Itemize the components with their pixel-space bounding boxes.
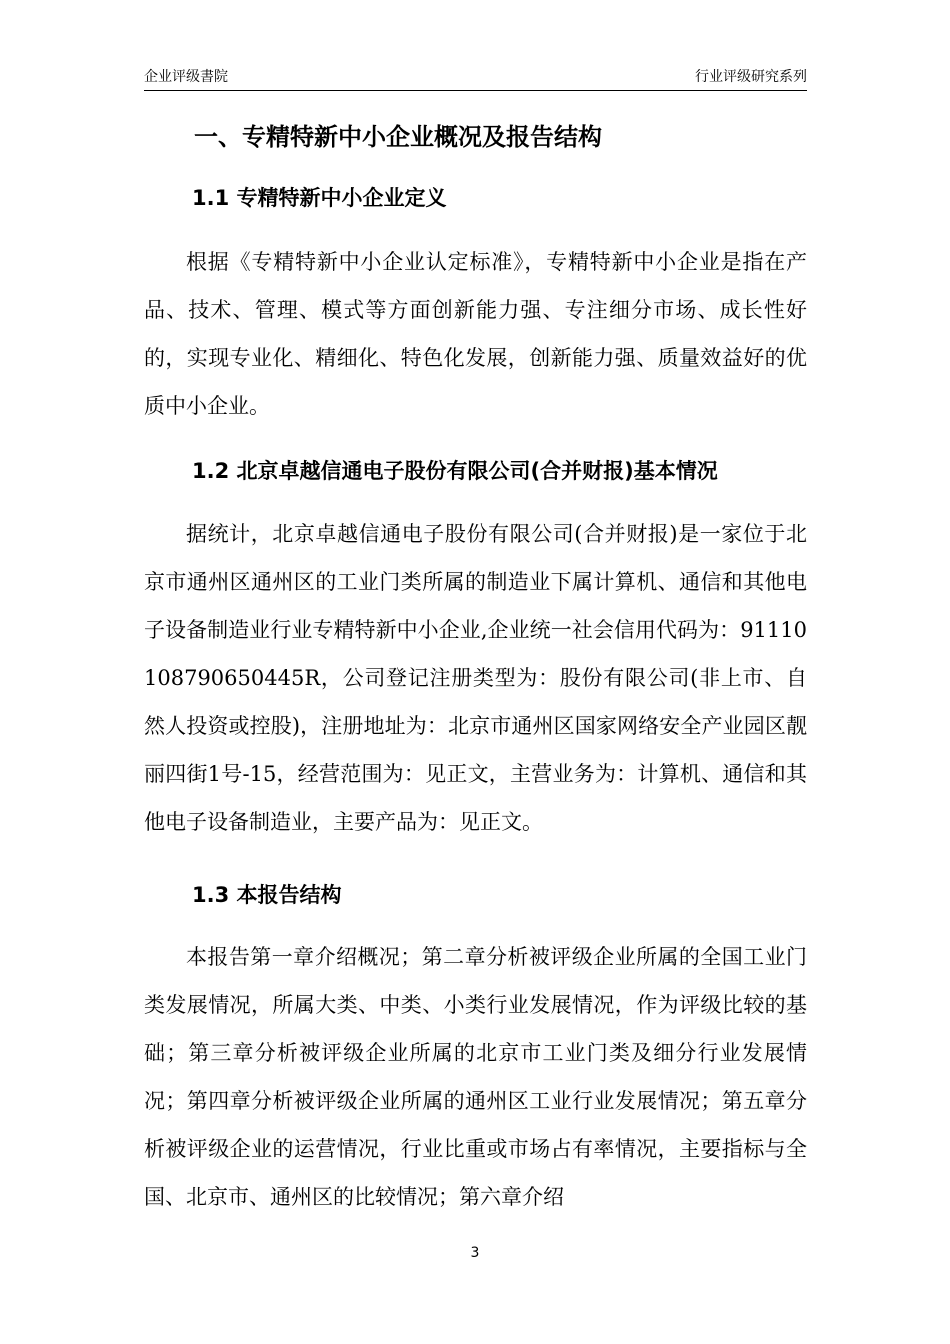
section-1-title: 一、专精特新中小企业概况及报告结构	[194, 123, 602, 151]
page-number: 3	[470, 1245, 480, 1261]
header-left-text: 企业评级書院	[144, 69, 228, 85]
header-right-text: 行业评级研究系列	[695, 69, 807, 85]
section-1-3-paragraph: 本报告第一章介绍概况；第二章分析被评级企业所属的全国工业门类发展情况，所属大类、中类、小类行业发展情况，作为评级比较的基础；第三章分析被评级企业所属的北京市工业门类及细分行业发展情况；第四章分析被评级企业所属的通州区工业行业发展情况；第五章分析被评级企业的运营情况，行业比重或市场占有率情况，主要指标与全国、北京市、通州区的比较情况；第六章介绍	[144, 945, 807, 1209]
page-header	[144, 66, 807, 91]
section-1-1-title: 1.1 专精特新中小企业定义	[192, 186, 447, 210]
section-1-1-paragraph: 根据《专精特新中小企业认定标准》，专精特新中小企业是指在产品、技术、管理、模式等方面创新能力强、专注细分市场、成长性好的，实现专业化、精细化、特色化发展，创新能力强、质量效益好的优质中小企业。	[144, 250, 807, 418]
section-1-2-title: 1.2 北京卓越信通电子股份有限公司(合并财报)基本情况	[192, 459, 718, 483]
section-1-2-paragraph: 据统计，北京卓越信通电子股份有限公司(合并财报)是一家位于北京市通州区通州区的工业门类所属的制造业下属计算机、通信和其他电子设备制造业行业专精特新中小企业,企业统一社会信用代码为：91110108790650445R，公司登记注册类型为：股份有限公司(非上市、自然人投资或控股)，注册地址为：北京市通州区国家网络安全产业园区靓丽四街1号-15，经营范围为：见正文，主营业务为：计算机、通信和其他电子设备制造业，主要产品为：见正文。	[144, 522, 807, 834]
section-1-3-title: 1.3 本报告结构	[192, 883, 342, 907]
